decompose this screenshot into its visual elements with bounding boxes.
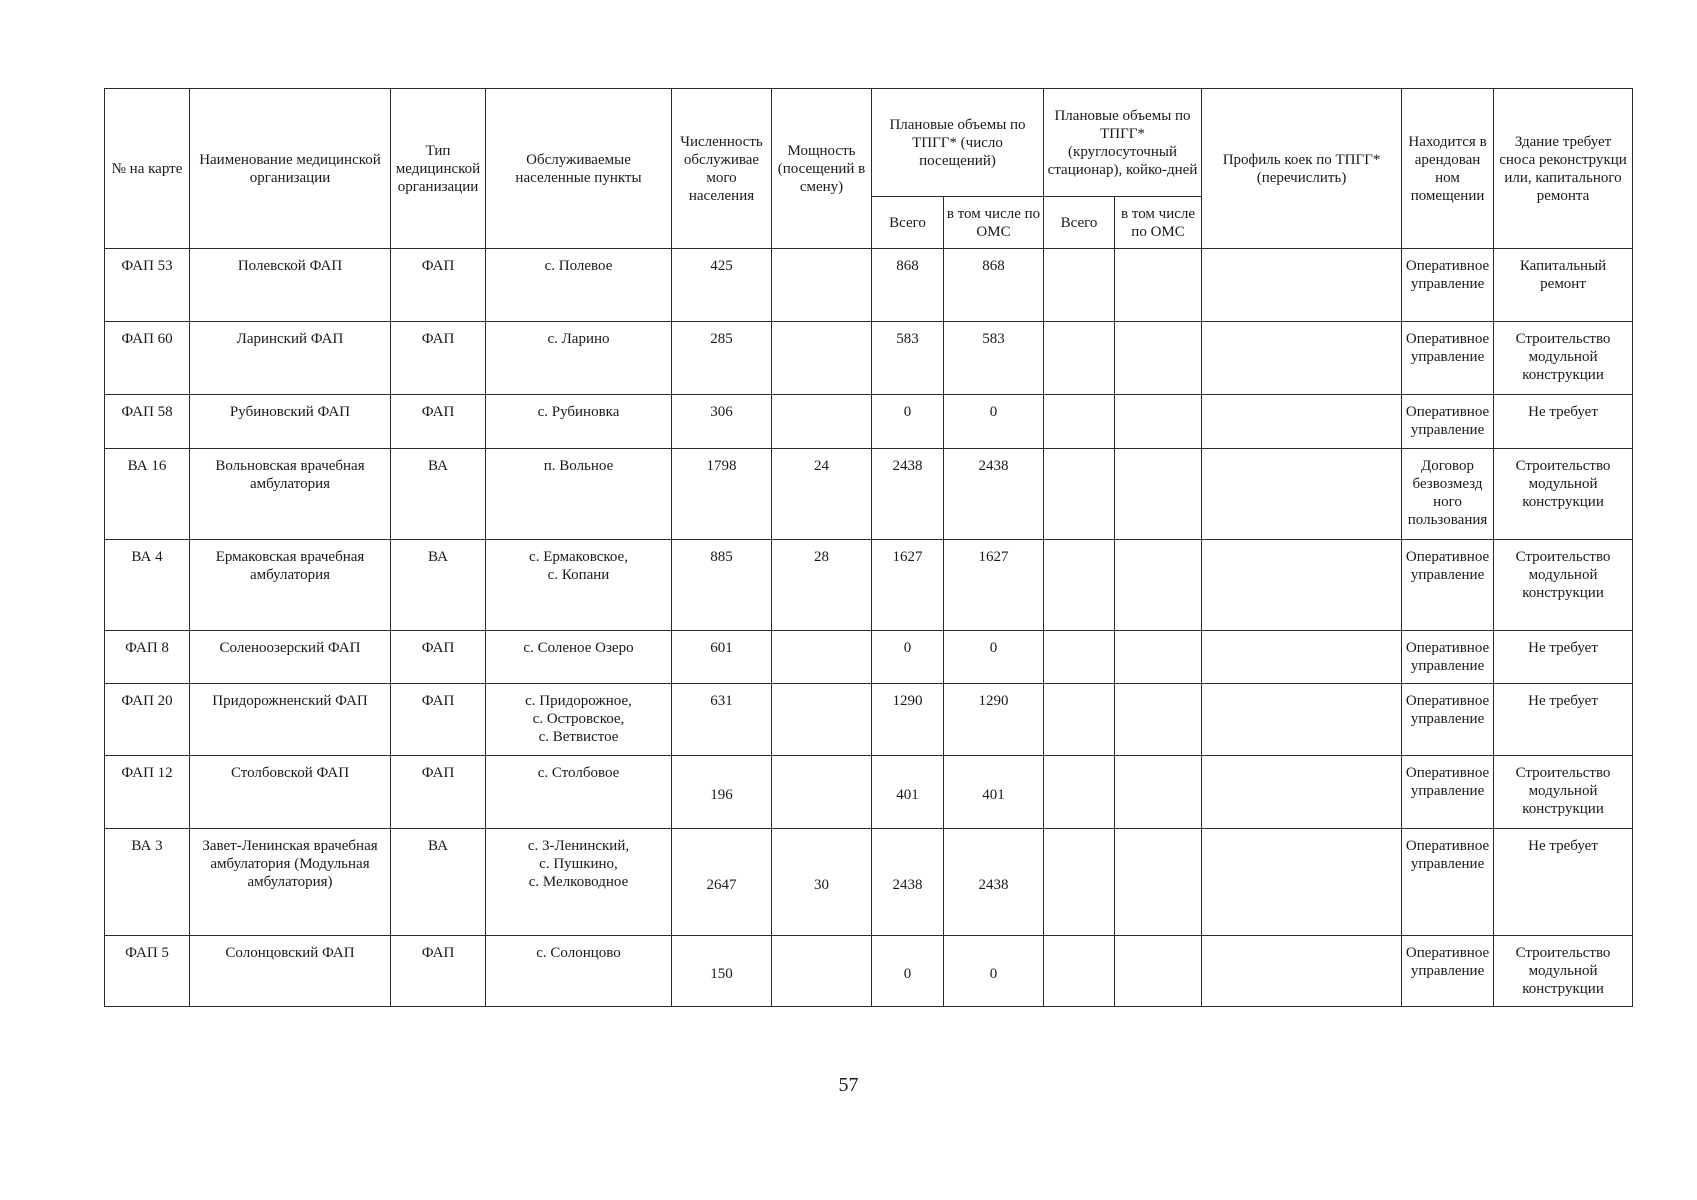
- cell-org-name: Полевской ФАП: [190, 249, 391, 322]
- cell-demolition: Строительство модульной конструкции: [1494, 322, 1633, 395]
- settlement-line: с. Копани: [547, 567, 610, 583]
- cell-org-type: ФАП: [391, 684, 486, 756]
- cell-rented: Оперативное управление: [1402, 249, 1494, 322]
- header-beds-group: Плановые объемы по ТПГГ* (круглосуточный стационар), койко-дней: [1044, 89, 1202, 197]
- cell-bed-profile: [1202, 540, 1402, 631]
- settlement-line: с. Ларино: [547, 331, 610, 347]
- cell-beds-total: [1044, 756, 1115, 829]
- cell-org-name: Солонцовский ФАП: [190, 936, 391, 1007]
- cell-capacity: [772, 684, 872, 756]
- cell-bed-profile: [1202, 449, 1402, 540]
- settlement-line: с. Солонцово: [536, 945, 621, 961]
- cell-org-type: ФАП: [391, 631, 486, 684]
- cell-map-no: ФАП 58: [105, 395, 190, 449]
- cell-bed-profile: [1202, 829, 1402, 936]
- table-row: [105, 631, 1633, 684]
- cell-beds-oms: [1115, 829, 1202, 936]
- cell-demolition: Капитальный ремонт: [1494, 249, 1633, 322]
- cell-bed-profile: [1202, 631, 1402, 684]
- cell-capacity: [772, 322, 872, 395]
- cell-beds-total: [1044, 449, 1115, 540]
- cell-rented: Оперативное управление: [1402, 756, 1494, 829]
- cell-org-name: Вольновская врачебная амбулатория: [190, 449, 391, 540]
- settlement-line: с. Мелководное: [528, 874, 629, 890]
- cell-demolition: Не требует: [1494, 829, 1633, 936]
- cell-bed-profile: [1202, 395, 1402, 449]
- cell-beds-oms: [1115, 449, 1202, 540]
- settlement-line: с. Рубиновка: [537, 404, 620, 420]
- cell-bed-profile: [1202, 249, 1402, 322]
- cell-rented: Оперативное управление: [1402, 322, 1494, 395]
- cell-settlements: [486, 395, 672, 449]
- header-visits-group: Плановые объемы по ТПГГ* (число посещений): [872, 89, 1044, 197]
- facilities-table-sheet: [104, 88, 1632, 1007]
- header-visits-oms: в том числе по ОМС: [944, 197, 1044, 249]
- cell-bed-profile: [1202, 936, 1402, 1007]
- cell-beds-oms: [1115, 631, 1202, 684]
- cell-population: 631: [672, 684, 772, 756]
- cell-beds-total: [1044, 322, 1115, 395]
- cell-org-type: ФАП: [391, 322, 486, 395]
- cell-org-type: ВА: [391, 540, 486, 631]
- cell-visits-total: 1290: [872, 684, 944, 756]
- cell-visits-oms: 0: [944, 395, 1044, 449]
- cell-population: 885: [672, 540, 772, 631]
- header-beds-oms: в том числе по ОМС: [1115, 197, 1202, 249]
- cell-map-no: ВА 4: [105, 540, 190, 631]
- cell-population: 306: [672, 395, 772, 449]
- cell-org-type: ФАП: [391, 395, 486, 449]
- cell-beds-oms: [1115, 684, 1202, 756]
- cell-map-no: ФАП 60: [105, 322, 190, 395]
- cell-settlements: [486, 829, 672, 936]
- cell-visits-oms: 1290: [944, 684, 1044, 756]
- cell-visits-oms: 868: [944, 249, 1044, 322]
- cell-org-name: Рубиновский ФАП: [190, 395, 391, 449]
- cell-map-no: ФАП 20: [105, 684, 190, 756]
- cell-org-name: Придорожненский ФАП: [190, 684, 391, 756]
- cell-rented: Оперативное управление: [1402, 395, 1494, 449]
- header-population: Численность обслуживае мого населения: [672, 89, 772, 249]
- cell-settlements: [486, 540, 672, 631]
- cell-beds-oms: [1115, 322, 1202, 395]
- header-visits-total: Всего: [872, 197, 944, 249]
- cell-map-no: ВА 16: [105, 449, 190, 540]
- table-row: [105, 829, 1633, 936]
- cell-beds-total: [1044, 936, 1115, 1007]
- cell-population: 2647: [672, 829, 772, 936]
- cell-capacity: [772, 631, 872, 684]
- cell-bed-profile: [1202, 756, 1402, 829]
- table-row: [105, 756, 1633, 829]
- cell-org-name: Завет-Ленинская врачебная амбулатория (Модульная амбулатория): [190, 829, 391, 936]
- settlement-line: с. Ветвистое: [538, 729, 619, 745]
- cell-org-name: Соленоозерский ФАП: [190, 631, 391, 684]
- cell-visits-oms: 401: [944, 756, 1044, 829]
- cell-visits-total: 0: [872, 936, 944, 1007]
- header-beds-total: Всего: [1044, 197, 1115, 249]
- cell-beds-oms: [1115, 249, 1202, 322]
- cell-org-type: ФАП: [391, 249, 486, 322]
- settlement-line: с. Столбовое: [537, 765, 620, 781]
- cell-bed-profile: [1202, 684, 1402, 756]
- cell-beds-oms: [1115, 540, 1202, 631]
- cell-beds-total: [1044, 631, 1115, 684]
- cell-beds-total: [1044, 395, 1115, 449]
- table-body: [105, 249, 1633, 1007]
- cell-settlements: [486, 756, 672, 829]
- table-row: [105, 322, 1633, 395]
- cell-beds-total: [1044, 829, 1115, 936]
- cell-capacity: 30: [772, 829, 872, 936]
- table-row: [105, 249, 1633, 322]
- cell-rented: Оперативное управление: [1402, 829, 1494, 936]
- header-rented: Находится в арендован ном помещении: [1402, 89, 1494, 249]
- cell-visits-total: 0: [872, 395, 944, 449]
- settlement-line: с. 3-Ленинский,: [527, 838, 630, 854]
- header-settlements: Обслуживаемые населенные пункты: [486, 89, 672, 249]
- cell-org-type: ВА: [391, 829, 486, 936]
- settlement-line: с. Островское,: [532, 711, 625, 727]
- cell-org-type: ФАП: [391, 756, 486, 829]
- header-map-no: № на карте: [105, 89, 190, 249]
- cell-visits-oms: 0: [944, 631, 1044, 684]
- header-org-type: Тип медицинской организации: [391, 89, 486, 249]
- cell-visits-oms: 0: [944, 936, 1044, 1007]
- cell-org-name: Столбовской ФАП: [190, 756, 391, 829]
- cell-visits-total: 583: [872, 322, 944, 395]
- cell-capacity: [772, 756, 872, 829]
- cell-demolition: Строительство модульной конструкции: [1494, 936, 1633, 1007]
- settlement-line: с. Соленое Озеро: [523, 640, 634, 656]
- table-row: [105, 540, 1633, 631]
- table-header: [105, 89, 1633, 249]
- cell-beds-oms: [1115, 756, 1202, 829]
- settlement-line: с. Ермаковское,: [529, 549, 628, 565]
- cell-rented: Оперативное управление: [1402, 684, 1494, 756]
- cell-settlements: [486, 936, 672, 1007]
- cell-demolition: Не требует: [1494, 684, 1633, 756]
- cell-settlements: [486, 631, 672, 684]
- cell-visits-oms: 1627: [944, 540, 1044, 631]
- cell-capacity: 28: [772, 540, 872, 631]
- cell-demolition: Строительство модульной конструкции: [1494, 540, 1633, 631]
- facilities-table: [104, 88, 1633, 1007]
- cell-population: 285: [672, 322, 772, 395]
- cell-visits-total: 1627: [872, 540, 944, 631]
- cell-capacity: [772, 395, 872, 449]
- cell-org-name: Ермаковская врачебная амбулатория: [190, 540, 391, 631]
- cell-visits-oms: 583: [944, 322, 1044, 395]
- table-row: [105, 395, 1633, 449]
- cell-capacity: [772, 249, 872, 322]
- cell-population: 150: [672, 936, 772, 1007]
- cell-visits-oms: 2438: [944, 449, 1044, 540]
- header-org-name: Наименование медицинской организации: [190, 89, 391, 249]
- cell-bed-profile: [1202, 322, 1402, 395]
- header-capacity: Мощность (посещений в смену): [772, 89, 872, 249]
- cell-org-name: Ларинский ФАП: [190, 322, 391, 395]
- cell-map-no: ФАП 5: [105, 936, 190, 1007]
- cell-demolition: Строительство модульной конструкции: [1494, 449, 1633, 540]
- table-row: [105, 936, 1633, 1007]
- cell-org-type: ФАП: [391, 936, 486, 1007]
- cell-rented: Оперативное управление: [1402, 540, 1494, 631]
- cell-capacity: 24: [772, 449, 872, 540]
- cell-population: 601: [672, 631, 772, 684]
- cell-visits-total: 868: [872, 249, 944, 322]
- cell-demolition: Не требует: [1494, 631, 1633, 684]
- cell-beds-total: [1044, 684, 1115, 756]
- cell-population: 425: [672, 249, 772, 322]
- cell-settlements: [486, 322, 672, 395]
- cell-org-type: ВА: [391, 449, 486, 540]
- cell-settlements: [486, 249, 672, 322]
- cell-population: 196: [672, 756, 772, 829]
- cell-map-no: ФАП 53: [105, 249, 190, 322]
- cell-beds-total: [1044, 249, 1115, 322]
- cell-demolition: Не требует: [1494, 395, 1633, 449]
- cell-rented: Оперативное управление: [1402, 936, 1494, 1007]
- cell-rented: Оперативное управление: [1402, 631, 1494, 684]
- cell-visits-total: 2438: [872, 829, 944, 936]
- cell-demolition: Строительство модульной конструкции: [1494, 756, 1633, 829]
- cell-settlements: [486, 684, 672, 756]
- cell-population: 1798: [672, 449, 772, 540]
- cell-visits-total: 2438: [872, 449, 944, 540]
- settlement-line: с. Придорожное,: [525, 693, 632, 709]
- page-number: 57: [838, 1074, 859, 1096]
- cell-capacity: [772, 936, 872, 1007]
- cell-beds-oms: [1115, 936, 1202, 1007]
- cell-map-no: ВА 3: [105, 829, 190, 936]
- cell-map-no: ФАП 8: [105, 631, 190, 684]
- cell-beds-total: [1044, 540, 1115, 631]
- cell-beds-oms: [1115, 395, 1202, 449]
- cell-visits-total: 0: [872, 631, 944, 684]
- table-row: [105, 449, 1633, 540]
- cell-rented: Договор безвозмезд ного пользования: [1402, 449, 1494, 540]
- table-row: [105, 684, 1633, 756]
- cell-map-no: ФАП 12: [105, 756, 190, 829]
- settlement-line: п. Вольное: [543, 458, 614, 474]
- header-demolition: Здание требует сноса реконструкци или, капитального ремонта: [1494, 89, 1633, 249]
- header-bed-profile: Профиль коек по ТПГГ* (перечислить): [1202, 89, 1402, 249]
- settlement-line: с. Полевое: [544, 258, 613, 274]
- settlement-line: с. Пушкино,: [539, 856, 618, 872]
- cell-settlements: [486, 449, 672, 540]
- cell-visits-oms: 2438: [944, 829, 1044, 936]
- cell-visits-total: 401: [872, 756, 944, 829]
